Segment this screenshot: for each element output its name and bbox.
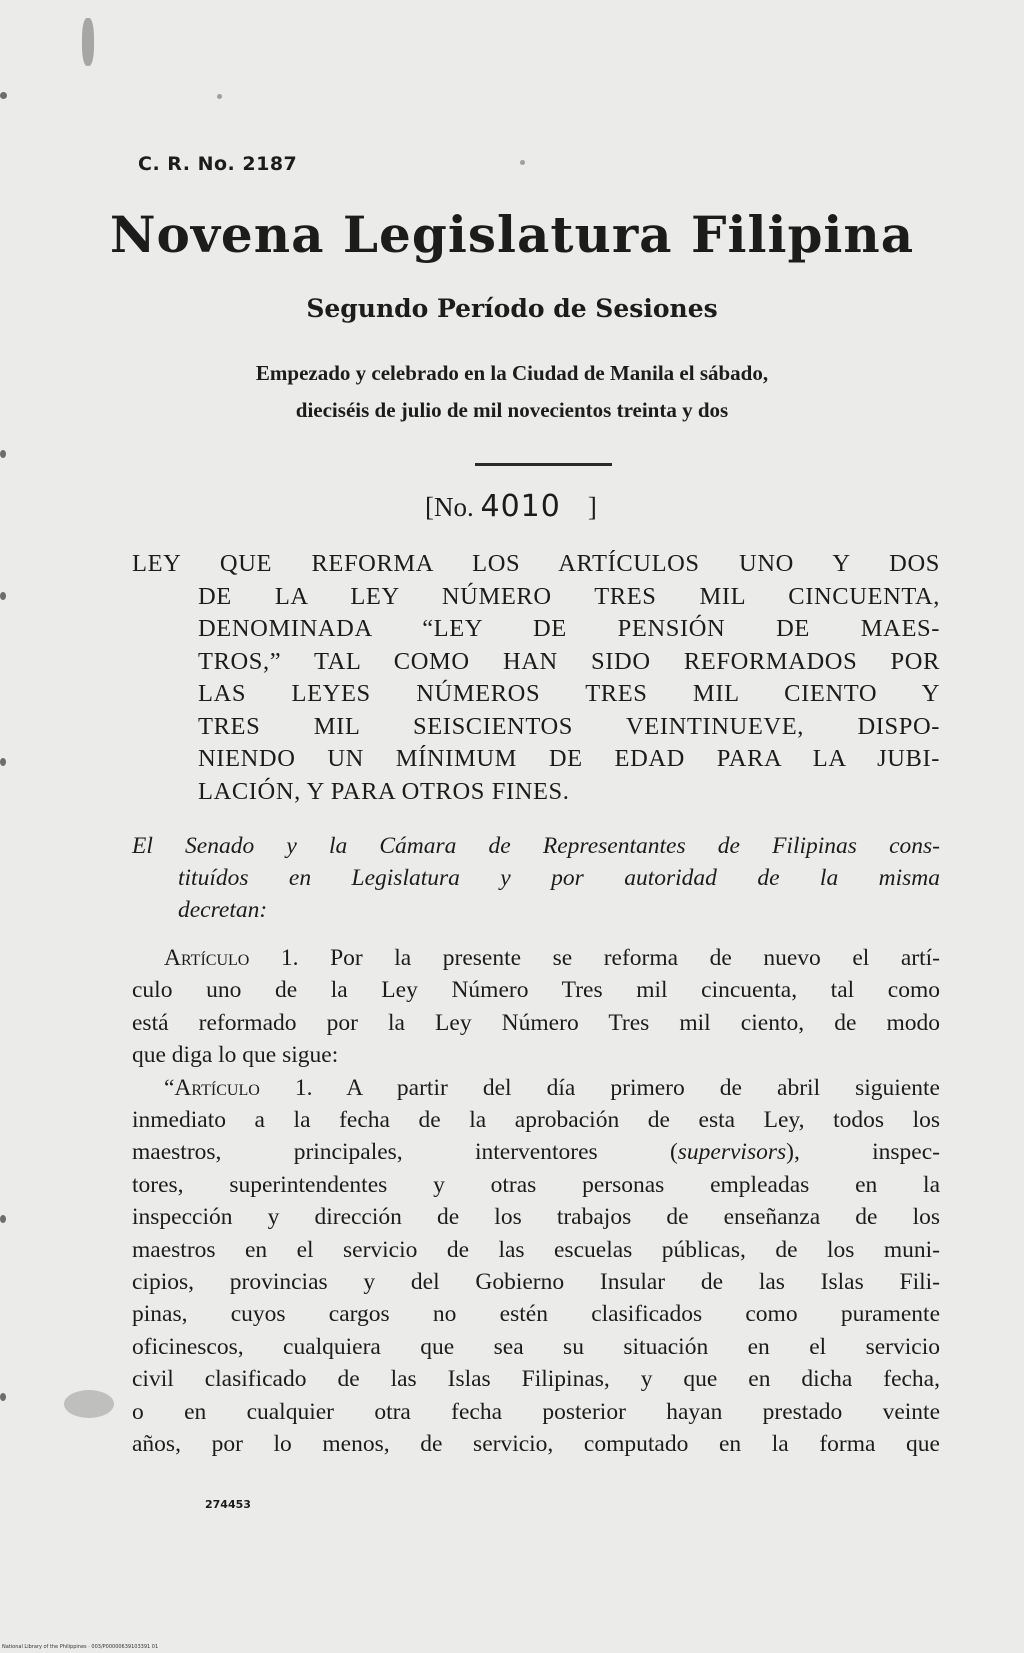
quoted-article-line: años, por lo menos, de servicio, computado en la forma que	[132, 1431, 940, 1458]
enacting-line: El Senado y la Cámara de Representantes de Filipinas cons-	[132, 833, 940, 859]
intro-line: Empezado y celebrado en la Ciudad de Manila el sábado,	[255, 361, 769, 385]
archive-footer: National Library of the Philippines · 003/P00000639103391 01	[2, 1644, 159, 1650]
quoted-article-line: civil clasificado de las Islas Filipinas, y que en dicha fecha,	[132, 1366, 940, 1393]
quoted-article-line	[132, 1072, 940, 1104]
quoted-article-line: oficinescos, cualquiera que sea su situación en el servicio	[132, 1333, 940, 1360]
intro-line: dieciséis de julio de mil novecientos treinta y dos	[295, 398, 729, 422]
act-title-line: DENOMINADA “LEY DE PENSIÓN DE MAES-	[198, 615, 940, 642]
divider-rule	[475, 463, 612, 466]
scan-speck	[0, 1393, 6, 1401]
act-number-value: 4010	[480, 489, 561, 524]
quoted-article-line: inspección y dirección de los trabajos de enseñanza de los	[132, 1204, 940, 1231]
scan-speck	[520, 160, 525, 165]
act-title-line: NIENDO UN MÍNIMUM DE EDAD PARA LA JUBI-	[198, 745, 940, 772]
act-title-line: DE LA LEY NÚMERO TRES MIL CINCUENTA,	[198, 582, 940, 610]
act-title-line: LACIÓN, Y PARA OTROS FINES.	[198, 777, 570, 805]
scan-speck	[217, 94, 222, 99]
scan-speck	[0, 592, 6, 600]
act-title-line: TRES MIL SEISCIENTOS VEINTINUEVE, DISPO-	[198, 712, 940, 740]
scan-speck	[64, 1390, 114, 1418]
print-code: 274453	[205, 1498, 251, 1511]
act-number	[425, 490, 597, 524]
act-number-suffix: ]	[587, 492, 597, 522]
quoted-article-line: cipios, provincias y del Gobierno Insular de las Islas Fili-	[132, 1269, 940, 1296]
session-subtitle: Segundo Período de Sesiones	[306, 294, 718, 323]
enacting-line: tituídos en Legislatura y por autoridad de la misma	[178, 865, 940, 891]
quoted-article-line: inmediato a la fecha de la aprobación de esta Ley, todos los	[132, 1107, 940, 1134]
quoted-article-text: ), inspec-	[786, 1139, 940, 1166]
supervisors-term: supervisors	[677, 1139, 787, 1166]
quoted-article-line: maestros en el servicio de las escuelas públicas, de los muni-	[132, 1236, 940, 1263]
quoted-article-line	[132, 1136, 940, 1168]
quoted-article-text: A partir del día primero de abril siguiente	[346, 1074, 940, 1101]
act-body	[132, 942, 940, 1461]
quoted-article-line: o en cualquier otra fecha posterior hayan prestado veinte	[132, 1398, 940, 1425]
scan-speck	[0, 1215, 6, 1223]
quoted-article-line: pinas, cuyos cargos no estén clasificados como puramente	[132, 1301, 940, 1328]
act-title-line: TROS,” TAL COMO HAN SIDO REFORMADOS POR	[198, 647, 940, 675]
legislature-title: Novena Legislatura Filipina	[109, 205, 915, 264]
section-1-line: culo uno de la Ley Número Tres mil cincuenta, tal como	[132, 977, 940, 1004]
act-title	[132, 548, 940, 808]
session-intro	[0, 355, 1024, 429]
scan-speck	[0, 758, 6, 766]
section-1-text: Por la presente se reforma de nuevo el artí-	[330, 945, 940, 971]
section-1-line	[132, 942, 940, 974]
section-1-line: está reformado por la Ley Número Tres mil ciento, de modo	[132, 1009, 940, 1036]
quoted-article-heading: “Artículo 1.	[164, 1074, 313, 1101]
enacting-line: decretan:	[178, 897, 268, 923]
scan-speck	[82, 18, 94, 66]
act-title-line: LEY QUE REFORMA LOS ARTÍCULOS UNO Y DOS	[132, 550, 940, 577]
scan-speck	[0, 92, 7, 99]
quoted-article-line: tores, superintendentes y otras personas empleadas en la	[132, 1171, 940, 1198]
enacting-clause	[132, 830, 940, 926]
scan-speck	[0, 450, 6, 458]
cr-number: C. R. No. 2187	[138, 153, 298, 175]
section-1-heading: Artículo 1.	[164, 945, 299, 971]
quoted-article-text: maestros, principales, interventores (	[132, 1139, 678, 1166]
act-number-prefix: [No.	[425, 492, 474, 522]
act-title-line: LAS LEYES NÚMEROS TRES MIL CIENTO Y	[198, 680, 940, 707]
section-1-line: que diga lo que sigue:	[132, 1042, 339, 1069]
